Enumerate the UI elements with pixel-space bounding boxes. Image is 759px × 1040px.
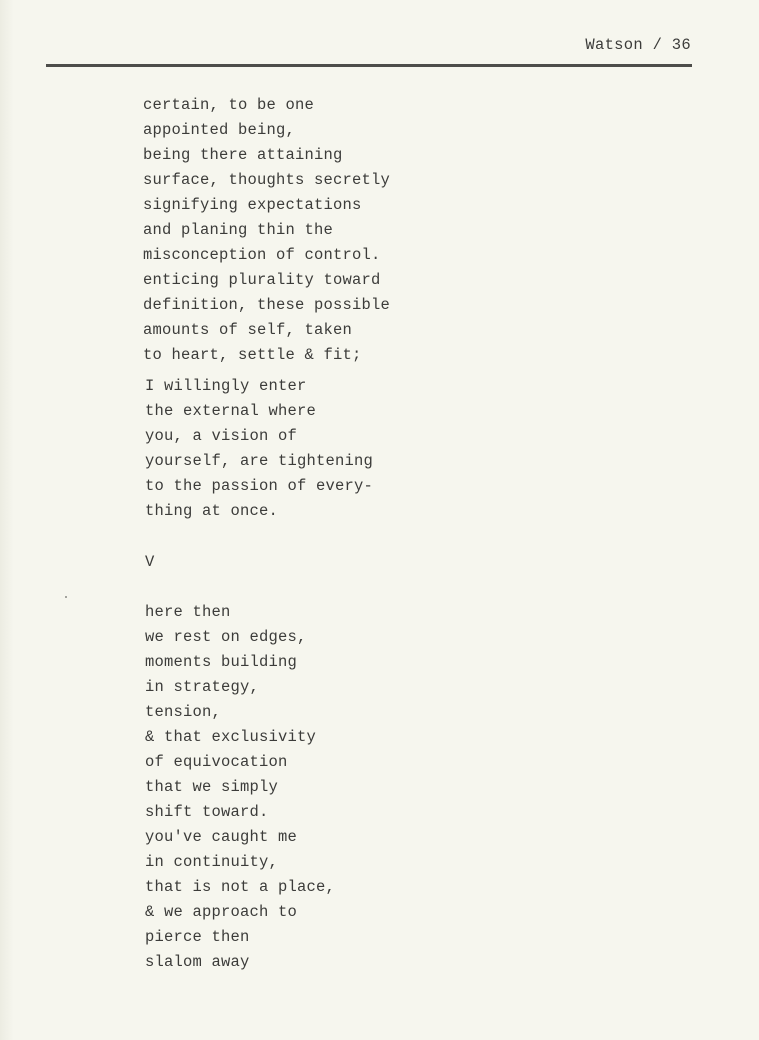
- poem-line: in continuity,: [145, 853, 279, 871]
- poem-line: pierce then: [145, 928, 250, 946]
- header-rule: [46, 64, 692, 67]
- poem-line: to the passion of every-: [145, 477, 374, 495]
- poem-line: appointed being,: [143, 121, 296, 139]
- running-header: Watson / 36: [585, 36, 691, 54]
- poem-line: that is not a place,: [145, 878, 336, 896]
- poem-line: being there attaining: [143, 146, 343, 164]
- poem-line: misconception of control.: [143, 246, 381, 264]
- page-edge-shadow: [0, 0, 14, 1040]
- poem-line: amounts of self, taken: [143, 321, 353, 339]
- section-v-stanza: [145, 600, 335, 975]
- poem-line: to heart, settle & fit;: [143, 346, 362, 364]
- paper-speck: [65, 596, 67, 598]
- poem-line: enticing plurality toward: [143, 271, 381, 289]
- poem-line: yourself, are tightening: [145, 452, 374, 470]
- section-numeral: V: [145, 553, 155, 571]
- poem-line: & we approach to: [145, 903, 298, 921]
- poem-line: the external where: [145, 402, 317, 420]
- poem-line: surface, thoughts secretly: [143, 171, 391, 189]
- poem-line: shift toward.: [145, 803, 269, 821]
- poem-line: of equivocation: [145, 753, 288, 771]
- poem-line: you, a vision of: [145, 427, 298, 445]
- poem-line: & that exclusivity: [145, 728, 317, 746]
- stanza-2: [145, 374, 373, 524]
- poem-line: I willingly enter: [145, 377, 307, 395]
- poem-line: moments building: [145, 653, 298, 671]
- poem-line: slalom away: [145, 953, 250, 971]
- stanza-1: [143, 93, 390, 368]
- poem-line: and planing thin the: [143, 221, 334, 239]
- poem-line: signifying expectations: [143, 196, 362, 214]
- poem-line: you've caught me: [145, 828, 298, 846]
- poem-line: here then: [145, 603, 231, 621]
- poem-line: definition, these possible: [143, 296, 391, 314]
- poem-line: thing at once.: [145, 502, 279, 520]
- poem-line: we rest on edges,: [145, 628, 307, 646]
- poem-line: that we simply: [145, 778, 279, 796]
- poem-line: tension,: [145, 703, 222, 721]
- poem-line: in strategy,: [145, 678, 260, 696]
- poem-line: certain, to be one: [143, 96, 315, 114]
